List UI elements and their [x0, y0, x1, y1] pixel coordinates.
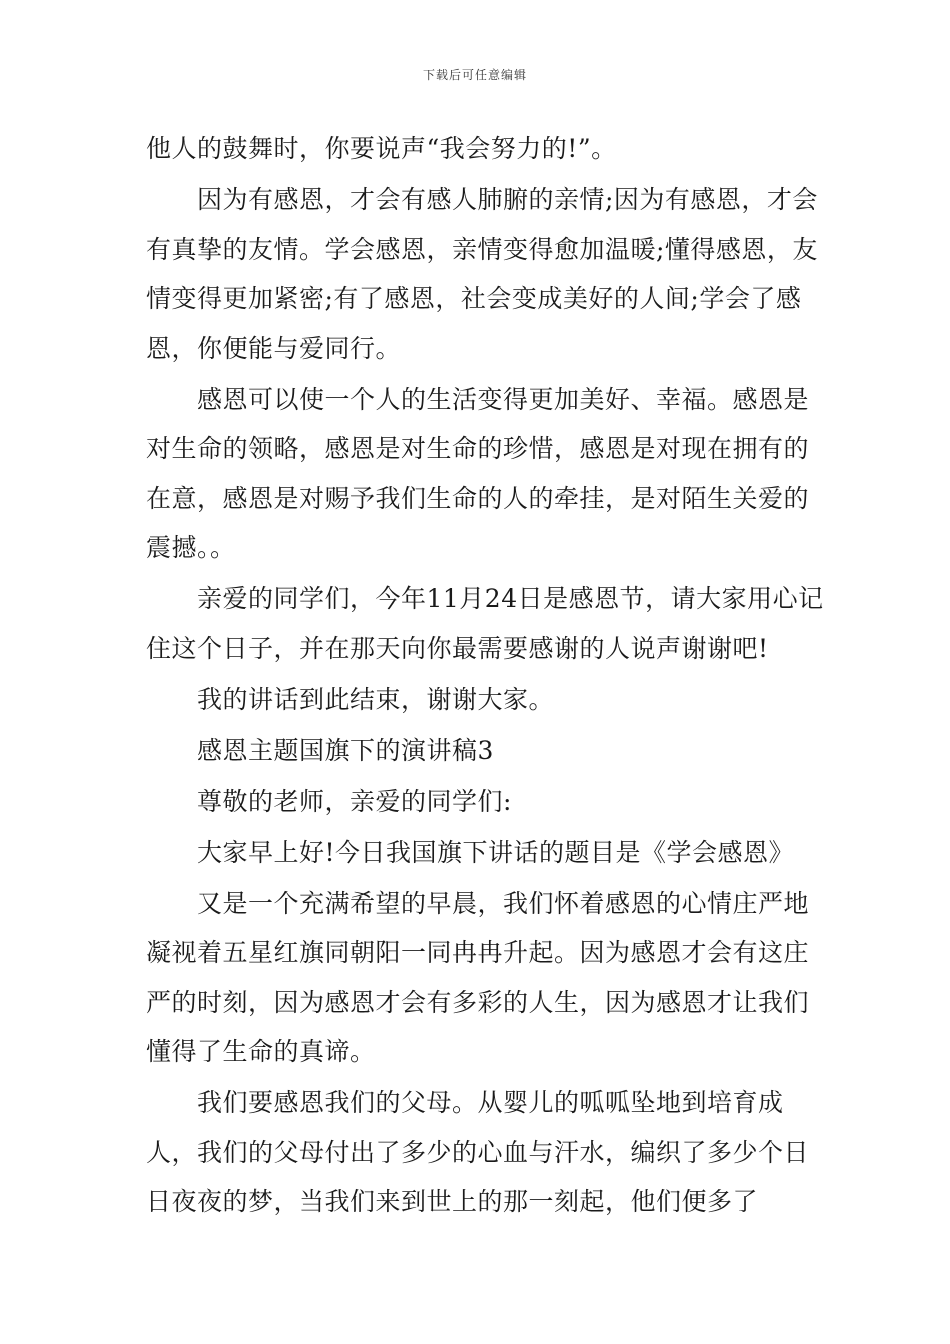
section-title: 感恩主题国旗下的演讲稿3	[197, 735, 494, 765]
paragraph-3: 感恩可以使一个人的生活变得更加美好、幸福。感恩是对生命的领略，感恩是对生命的珍惜，感恩是对现在拥有的在意，感恩是对赐予我们生命的人的牵挂，是对陌生关爱的震撼。。	[146, 384, 810, 562]
paragraph-10: 我们要感恩我们的父母。从婴儿的呱呱坠地到培育成人，我们的父母付出了多少的心血与汗水，编织了多少个日日夜夜的梦，当我们来到世上的那一刻起，他们便多了	[146, 1088, 810, 1216]
paragraph-1: 他人的鼓舞时，你要说声“我会努力的!”。	[146, 134, 617, 163]
greeting: 大家早上好!今日我国旗下讲话的题目是《学会感恩》	[197, 837, 795, 867]
salutation: 尊敬的老师，亲爱的同学们:	[197, 786, 512, 816]
paragraph-5: 我的讲话到此结束，谢谢大家。	[197, 684, 555, 714]
document-body	[146, 124, 826, 1227]
page-header: 下载后可任意编辑	[422, 68, 527, 82]
paragraph-2: 因为有感恩，才会有感人肺腑的亲情;因为有感恩，才会有真挚的友情。学会感恩，亲情变得愈加温暖;懂得感恩，友情变得更加紧密;有了感恩，社会变成美好的人间;学会了感恩，你便能与爱同行。	[146, 185, 818, 363]
paragraph-9: 又是一个充满希望的早晨，我们怀着感恩的心情庄严地凝视着五星红旗同朝阳一同冉冉升起。因为感恩才会有这庄严的时刻，因为感恩才会有多彩的人生，因为感恩才让我们懂得了生命的真谛。	[146, 888, 810, 1066]
paragraph-4: 亲爱的同学们，今年11月24日是感恩节，请大家用心记住这个日子，并在那天向你最需要感谢的人说声谢谢吧!	[146, 584, 824, 663]
